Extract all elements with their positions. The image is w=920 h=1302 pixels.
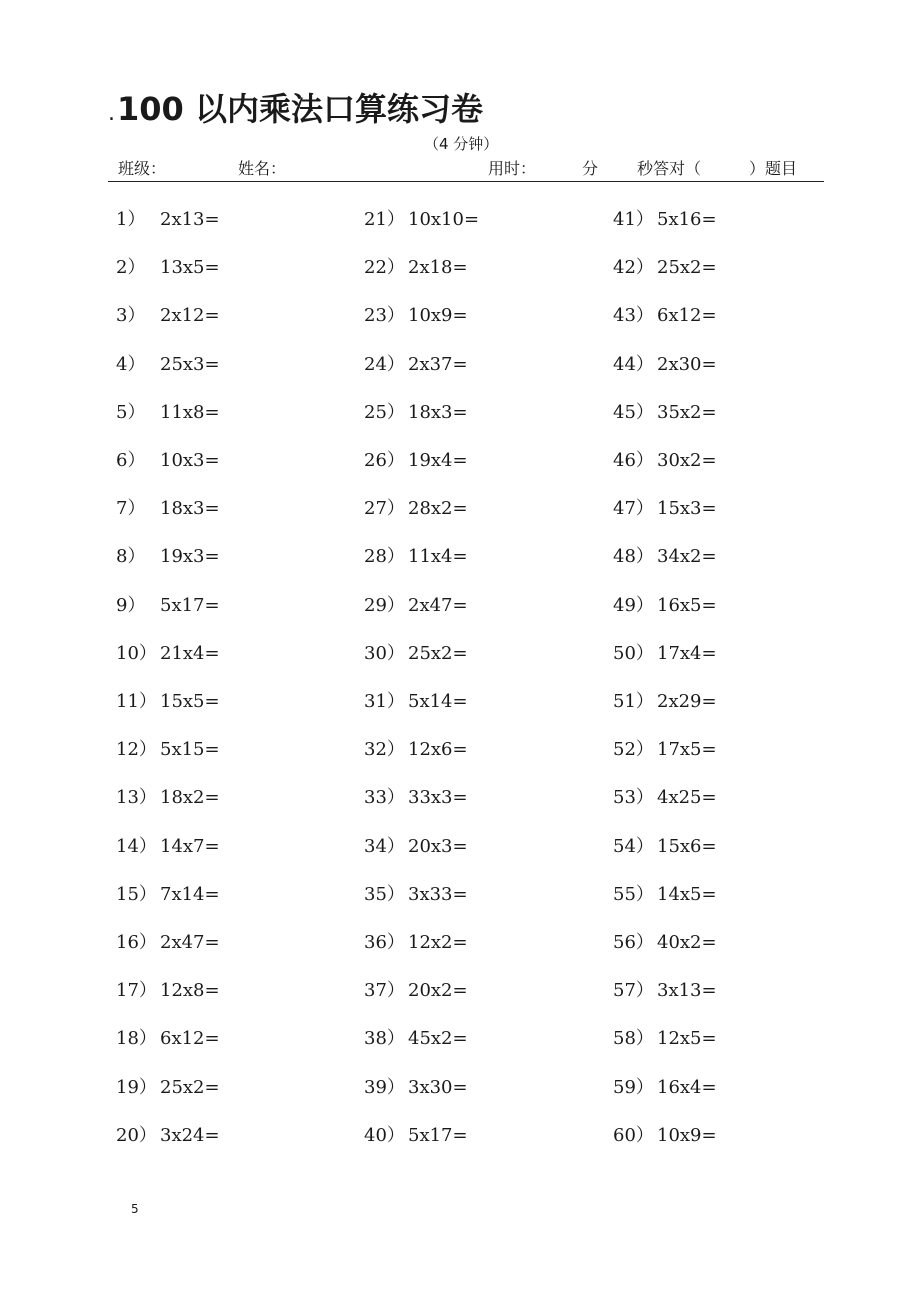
problem-expression: 2x12= xyxy=(160,305,220,327)
problem-number: 43） xyxy=(613,305,654,327)
problem-number: 18） xyxy=(116,1028,157,1050)
answer-blank[interactable] xyxy=(220,257,330,279)
problem-item xyxy=(613,446,717,476)
problem-number: 47） xyxy=(613,498,654,520)
problem-item xyxy=(613,1024,717,1054)
answer-blank[interactable] xyxy=(717,498,827,520)
problem-item xyxy=(116,639,220,669)
problem-expression: 18x3= xyxy=(408,401,468,423)
answer-blank[interactable] xyxy=(717,643,827,665)
problem-number: 23） xyxy=(364,305,405,327)
problem-expression: 15x6= xyxy=(657,835,717,857)
problem-expression: 21x4= xyxy=(160,642,220,664)
answer-blank[interactable] xyxy=(717,787,827,809)
answer-blank[interactable] xyxy=(717,932,827,954)
problem-expression: 2x18= xyxy=(408,257,468,279)
problem-number: 4） xyxy=(116,353,146,375)
problem-number: 36） xyxy=(364,932,405,953)
problem-number: 59） xyxy=(613,1076,654,1098)
answer-blank[interactable] xyxy=(220,1028,330,1050)
problem-number: 51） xyxy=(613,691,654,712)
problem-expression: 15x5= xyxy=(160,691,220,712)
problem-number: 19） xyxy=(116,1076,157,1098)
minute-label: 分 xyxy=(582,159,599,178)
problem-number: 13） xyxy=(116,787,157,809)
problem-expression: 35x2= xyxy=(657,401,717,423)
problem-expression: 25x3= xyxy=(160,353,220,375)
problem-item xyxy=(116,446,220,476)
problem-item xyxy=(364,253,468,283)
answer-blank[interactable] xyxy=(220,354,330,376)
problem-expression: 10x9= xyxy=(408,305,468,327)
problem-expression: 2x37= xyxy=(408,353,468,375)
problem-expression: 25x2= xyxy=(408,642,468,664)
problem-item xyxy=(613,350,717,380)
problem-number: 32） xyxy=(364,739,405,761)
problem-item xyxy=(364,783,468,813)
answer-blank[interactable] xyxy=(220,546,330,568)
problem-item xyxy=(116,783,220,813)
score-label: 秒答对（ ）题目 xyxy=(637,159,798,178)
problem-item xyxy=(613,542,717,572)
answer-blank[interactable] xyxy=(220,498,330,520)
problem-expression: 3x24= xyxy=(160,1124,220,1146)
problem-number: 24） xyxy=(364,353,405,375)
problem-item xyxy=(116,832,220,862)
problem-number: 12） xyxy=(116,739,157,761)
problem-number: 37） xyxy=(364,980,405,1002)
problem-item xyxy=(613,253,717,283)
problem-expression: 25x2= xyxy=(160,1076,220,1098)
answer-blank[interactable] xyxy=(468,691,578,713)
problem-expression: 5x17= xyxy=(408,1124,468,1146)
problem-item xyxy=(613,928,717,958)
problem-item xyxy=(116,928,220,958)
problem-expression: 5x17= xyxy=(160,594,220,616)
answer-blank[interactable] xyxy=(468,1077,578,1099)
problem-expression: 10x9= xyxy=(657,1124,717,1146)
page-title xyxy=(108,86,483,132)
problem-expression: 10x10= xyxy=(408,209,480,230)
problem-number: 30） xyxy=(364,642,405,664)
problem-item xyxy=(364,205,480,235)
problem-expression: 34x2= xyxy=(657,546,717,568)
problem-expression: 40x2= xyxy=(657,932,717,953)
answer-blank[interactable] xyxy=(717,402,827,424)
answer-blank[interactable] xyxy=(220,1077,330,1099)
problem-expression: 25x2= xyxy=(657,257,717,279)
answer-blank[interactable] xyxy=(717,980,827,1002)
answer-blank[interactable] xyxy=(220,691,330,713)
answer-blank[interactable] xyxy=(468,546,578,568)
problem-item xyxy=(613,301,717,331)
problem-item xyxy=(613,832,717,862)
problem-number: 5） xyxy=(116,401,146,423)
problem-item xyxy=(364,591,468,621)
answer-blank[interactable] xyxy=(717,691,827,713)
problem-item xyxy=(364,301,468,331)
problem-expression: 13x5= xyxy=(160,257,220,279)
time-limit-subtitle: （4 分钟） xyxy=(424,135,499,153)
problem-item xyxy=(613,591,717,621)
problem-expression: 33x3= xyxy=(408,787,468,809)
answer-blank[interactable] xyxy=(468,354,578,376)
problem-number: 33） xyxy=(364,787,405,809)
answer-blank[interactable] xyxy=(468,498,578,520)
problem-expression: 15x3= xyxy=(657,498,717,520)
answer-blank[interactable] xyxy=(717,595,827,617)
problem-expression: 10x3= xyxy=(160,450,220,471)
problem-number: 31） xyxy=(364,691,405,712)
problem-item xyxy=(116,398,220,428)
problem-item xyxy=(364,542,468,572)
problem-item xyxy=(364,687,468,717)
problem-number: 58） xyxy=(613,1028,654,1050)
answer-blank[interactable] xyxy=(468,884,578,906)
problem-number: 7） xyxy=(116,498,146,520)
problem-number: 46） xyxy=(613,450,654,471)
problem-item xyxy=(116,253,220,283)
problem-expression: 2x30= xyxy=(657,353,717,375)
answer-blank[interactable] xyxy=(220,836,330,858)
problem-item xyxy=(613,735,717,765)
problem-item xyxy=(613,1073,717,1103)
answer-blank[interactable] xyxy=(468,787,578,809)
problem-expression: 14x7= xyxy=(160,835,220,857)
answer-blank[interactable] xyxy=(220,402,330,424)
problem-expression: 5x15= xyxy=(160,739,220,761)
answer-blank[interactable] xyxy=(717,1125,827,1147)
problem-number: 42） xyxy=(613,257,654,279)
answer-blank[interactable] xyxy=(717,257,827,279)
problem-item xyxy=(116,735,220,765)
problem-number: 8） xyxy=(116,546,146,568)
answer-blank[interactable] xyxy=(717,1028,827,1050)
problem-expression: 19x4= xyxy=(408,450,468,471)
problem-number: 48） xyxy=(613,546,654,568)
problem-expression: 17x4= xyxy=(657,642,717,664)
class-label: 班级： xyxy=(118,159,167,178)
answer-blank[interactable] xyxy=(468,643,578,665)
problem-expression: 20x3= xyxy=(408,835,468,857)
answer-blank[interactable] xyxy=(220,305,330,327)
problem-item xyxy=(364,880,468,910)
problem-expression: 12x2= xyxy=(408,932,468,953)
problem-expression: 3x30= xyxy=(408,1076,468,1098)
problem-number: 39） xyxy=(364,1076,405,1098)
problem-number: 28） xyxy=(364,546,405,568)
problem-expression: 6x12= xyxy=(160,1028,220,1050)
title-text: 100 以内乘法口算练习卷 xyxy=(117,90,483,128)
problem-expression: 5x14= xyxy=(408,691,468,712)
problem-expression: 2x13= xyxy=(160,209,220,230)
problem-number: 22） xyxy=(364,257,405,279)
problem-number: 15） xyxy=(116,883,157,905)
problem-number: 10） xyxy=(116,642,157,664)
problem-item xyxy=(613,687,717,717)
problem-item xyxy=(364,398,468,428)
answer-blank[interactable] xyxy=(468,450,578,472)
problem-number: 56） xyxy=(613,932,654,953)
problem-expression: 2x47= xyxy=(160,932,220,953)
problem-item xyxy=(364,639,468,669)
problem-item xyxy=(116,1121,220,1151)
answer-blank[interactable] xyxy=(220,980,330,1002)
answer-blank[interactable] xyxy=(468,402,578,424)
answer-blank[interactable] xyxy=(717,450,827,472)
problem-item xyxy=(116,350,220,380)
problem-item xyxy=(364,494,468,524)
problem-expression: 12x5= xyxy=(657,1028,717,1050)
answer-blank[interactable] xyxy=(220,787,330,809)
problem-number: 17） xyxy=(116,980,157,1002)
problem-item xyxy=(116,976,220,1006)
answer-blank[interactable] xyxy=(220,1125,330,1147)
problem-number: 1） xyxy=(116,209,146,230)
problem-number: 57） xyxy=(613,980,654,1002)
problem-expression: 18x3= xyxy=(160,498,220,520)
problem-expression: 12x8= xyxy=(160,980,220,1002)
problem-item xyxy=(364,928,468,958)
problem-expression: 30x2= xyxy=(657,450,717,471)
problem-item xyxy=(613,783,717,813)
problem-number: 11） xyxy=(116,691,157,712)
answer-blank[interactable] xyxy=(468,932,578,954)
problem-expression: 2x47= xyxy=(408,594,468,616)
problem-number: 25） xyxy=(364,401,405,423)
problem-expression: 18x2= xyxy=(160,787,220,809)
problem-expression: 7x14= xyxy=(160,883,220,905)
problem-item xyxy=(364,446,468,476)
answer-blank[interactable] xyxy=(468,1125,578,1147)
problem-item xyxy=(116,1024,220,1054)
problem-item xyxy=(116,591,220,621)
title-prefix: . xyxy=(108,101,115,126)
problem-item xyxy=(116,880,220,910)
problem-expression: 45x2= xyxy=(408,1028,468,1050)
header-divider xyxy=(108,181,824,182)
problem-number: 55） xyxy=(613,883,654,905)
problem-expression: 11x4= xyxy=(408,546,468,568)
answer-blank[interactable] xyxy=(717,305,827,327)
problem-item xyxy=(116,494,220,524)
problem-number: 54） xyxy=(613,835,654,857)
problem-number: 45） xyxy=(613,401,654,423)
page-number: 5 xyxy=(131,1202,139,1216)
problem-item xyxy=(116,1073,220,1103)
problem-number: 20） xyxy=(116,1124,157,1146)
problem-item xyxy=(613,976,717,1006)
answer-blank[interactable] xyxy=(717,546,827,568)
problem-expression: 2x29= xyxy=(657,691,717,712)
problem-number: 21） xyxy=(364,209,405,230)
problem-item xyxy=(613,494,717,524)
problem-number: 44） xyxy=(613,353,654,375)
problem-number: 35） xyxy=(364,883,405,905)
problem-expression: 4x25= xyxy=(657,787,717,809)
answer-blank[interactable] xyxy=(468,739,578,761)
problem-number: 16） xyxy=(116,932,157,953)
problem-number: 2） xyxy=(116,257,146,279)
problem-item xyxy=(364,976,468,1006)
answer-blank[interactable] xyxy=(468,1028,578,1050)
problem-expression: 3x13= xyxy=(657,980,717,1002)
problem-expression: 3x33= xyxy=(408,883,468,905)
problem-number: 40） xyxy=(364,1124,405,1146)
answer-blank[interactable] xyxy=(717,836,827,858)
answer-blank[interactable] xyxy=(468,980,578,1002)
problem-item xyxy=(364,1121,468,1151)
problem-expression: 17x5= xyxy=(657,739,717,761)
answer-blank[interactable] xyxy=(468,595,578,617)
problem-item xyxy=(364,1073,468,1103)
problem-expression: 14x5= xyxy=(657,883,717,905)
answer-blank[interactable] xyxy=(220,884,330,906)
problem-expression: 28x2= xyxy=(408,498,468,520)
problem-number: 52） xyxy=(613,739,654,761)
time-used-label: 用时： xyxy=(488,159,537,178)
problem-item xyxy=(364,350,468,380)
problem-expression: 16x4= xyxy=(657,1076,717,1098)
problem-number: 29） xyxy=(364,594,405,616)
problem-number: 38） xyxy=(364,1028,405,1050)
problem-number: 41） xyxy=(613,209,654,230)
answer-blank[interactable] xyxy=(220,209,330,231)
problem-item xyxy=(116,542,220,572)
problem-expression: 12x6= xyxy=(408,739,468,761)
answer-blank[interactable] xyxy=(717,209,827,231)
answer-blank[interactable] xyxy=(717,884,827,906)
problem-expression: 5x16= xyxy=(657,209,717,230)
answer-blank[interactable] xyxy=(468,836,578,858)
problem-number: 6） xyxy=(116,450,146,471)
problem-number: 34） xyxy=(364,835,405,857)
problem-item xyxy=(364,735,468,765)
problem-number: 50） xyxy=(613,642,654,664)
problem-number: 60） xyxy=(613,1124,654,1146)
problem-number: 53） xyxy=(613,787,654,809)
problem-expression: 16x5= xyxy=(657,594,717,616)
problem-item xyxy=(613,880,717,910)
problem-expression: 20x2= xyxy=(408,980,468,1002)
answer-blank[interactable] xyxy=(468,209,578,231)
answer-blank[interactable] xyxy=(468,257,578,279)
problem-item xyxy=(364,1024,468,1054)
problem-expression: 11x8= xyxy=(160,401,220,423)
problem-expression: 6x12= xyxy=(657,305,717,327)
problem-number: 9） xyxy=(116,594,146,616)
problem-number: 49） xyxy=(613,594,654,616)
problem-number: 14） xyxy=(116,835,157,857)
answer-blank[interactable] xyxy=(717,739,827,761)
name-label: 姓名： xyxy=(238,159,287,178)
answer-blank[interactable] xyxy=(220,643,330,665)
answer-blank[interactable] xyxy=(220,450,330,472)
answer-blank[interactable] xyxy=(468,305,578,327)
problem-number: 26） xyxy=(364,450,405,471)
problem-number: 27） xyxy=(364,498,405,520)
answer-blank[interactable] xyxy=(717,1077,827,1099)
problem-item xyxy=(364,832,468,862)
problem-number: 3） xyxy=(116,305,146,327)
answer-blank[interactable] xyxy=(220,932,330,954)
problem-item xyxy=(116,687,220,717)
problem-item xyxy=(116,205,220,235)
problem-item xyxy=(613,1121,717,1151)
problem-expression: 19x3= xyxy=(160,546,220,568)
problem-item xyxy=(613,639,717,669)
problem-item xyxy=(116,301,220,331)
answer-blank[interactable] xyxy=(220,739,330,761)
problem-item xyxy=(613,205,717,235)
answer-blank[interactable] xyxy=(220,595,330,617)
answer-blank[interactable] xyxy=(717,354,827,376)
problem-item xyxy=(613,398,717,428)
